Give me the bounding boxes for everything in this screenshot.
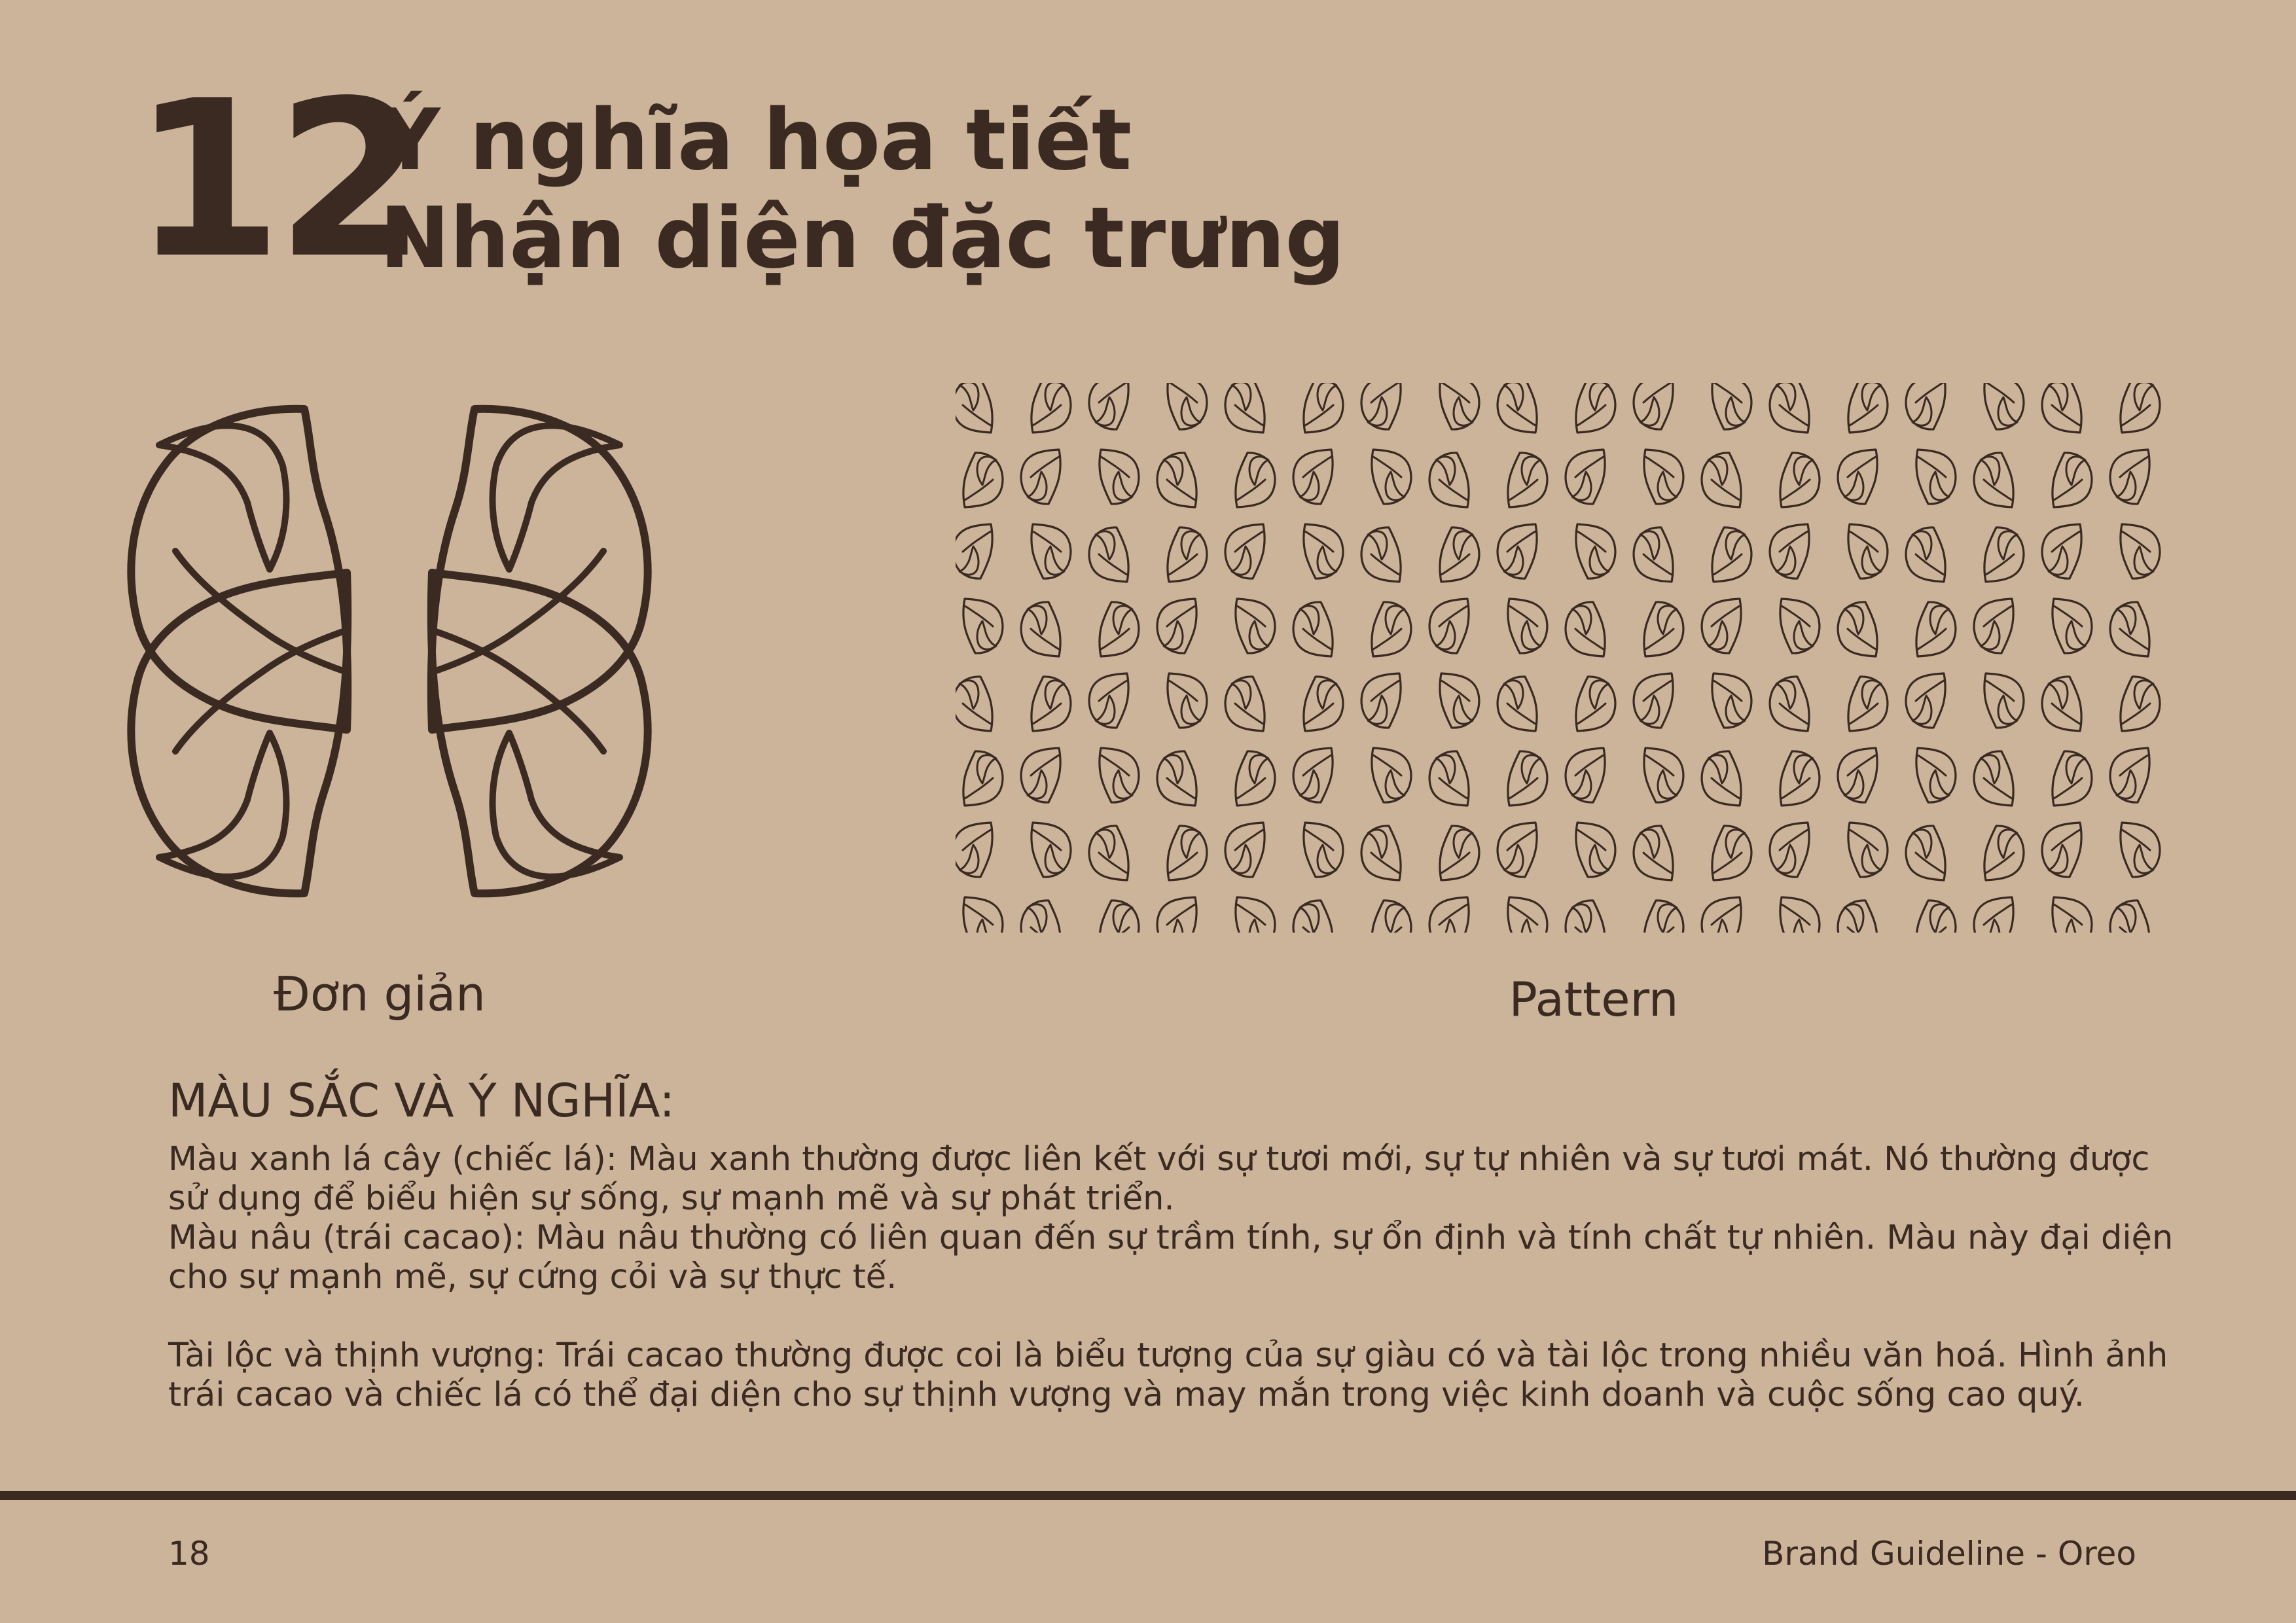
simple-figure [118, 347, 661, 955]
pattern-pod-9 [1576, 383, 1615, 433]
simple-top-right-pod [431, 409, 648, 730]
pattern-pod-8 [1498, 383, 1537, 433]
pattern-pod-33 [1974, 453, 2013, 507]
pattern-pod-4 [1225, 383, 1265, 433]
pattern-pod-100 [1644, 748, 1683, 802]
pattern-pod-72 [956, 677, 992, 731]
pattern-pod-28 [1644, 450, 1683, 504]
meaning-paragraph-1: Màu xanh lá cây (chiếc lá): Màu xanh thường được liên kết với sự tươi mới, sự tự nhiên và sự tươi mát. Nó thường được sử dụng để biểu hiện sự sống, sự mạnh mẽ và sự phát triển. [168, 1140, 2150, 1218]
pattern-pod-103 [1838, 748, 1877, 802]
pattern-pod-0 [956, 383, 992, 433]
pattern-pod-7 [1440, 383, 1479, 429]
pattern-pod-5 [1304, 383, 1343, 433]
pattern-pod-126 [963, 897, 1003, 933]
pattern-pod-92 [1100, 748, 1139, 802]
simple-bottom-right-pod [431, 573, 648, 893]
pattern-pod-139 [1838, 901, 1877, 933]
pattern-pod-120 [1770, 823, 1809, 877]
pattern-pod-76 [1225, 677, 1265, 731]
pattern-pod-11 [1712, 383, 1751, 429]
pattern-pod-94 [1236, 751, 1275, 806]
pattern-pod-89 [2121, 677, 2160, 731]
pattern-pod-143 [2110, 901, 2149, 933]
pattern-pod-142 [2053, 897, 2092, 933]
pattern-pod-117 [1576, 823, 1615, 877]
pattern-pod-102 [1780, 751, 1820, 806]
pattern-pod-32 [1916, 450, 1956, 504]
pattern-pod-116 [1498, 823, 1537, 877]
pattern-pod-86 [1906, 673, 1945, 728]
pattern-pod-44 [1498, 524, 1537, 579]
pattern-pod-121 [1848, 823, 1888, 877]
pattern-pod-37 [1031, 524, 1071, 579]
pattern-pod-80 [1498, 677, 1537, 731]
pattern-pod-91 [1021, 748, 1060, 802]
meaning-paragraph-2: Màu nâu (trái cacao): Màu nâu thường có liên quan đến sự trầm tính, sự ổn định và tính chất tự nhiên. Màu này đại diện cho sự mạnh mẽ, sự cứng cỏi và sự thực tế. [168, 1219, 2174, 1296]
pattern-pod-69 [1974, 599, 2013, 653]
pattern-pod-131 [1293, 901, 1333, 933]
pattern-pod-55 [1021, 602, 1060, 656]
pattern-pod-134 [1508, 897, 1547, 933]
page-title-line-2: Nhận diện đặc trưng [380, 190, 1345, 287]
pattern-pod-46 [1634, 527, 1673, 582]
pattern-pod-83 [1712, 673, 1751, 728]
pattern-pod-114 [1361, 826, 1401, 880]
pattern-pod-141 [1974, 897, 2013, 933]
pattern-pod-118 [1634, 826, 1673, 880]
pattern-pod-115 [1440, 826, 1479, 880]
pattern-pod-98 [1508, 751, 1547, 806]
pattern-pod-29 [1702, 453, 1741, 507]
pattern-pod-84 [1770, 677, 1809, 731]
pattern-pod-26 [1508, 453, 1547, 507]
pattern-pod-42 [1361, 527, 1401, 582]
pattern-pod-107 [2110, 748, 2149, 802]
pattern-pod-35 [2110, 450, 2149, 504]
pattern-pod-12 [1770, 383, 1809, 433]
pattern-pod-23 [1293, 450, 1333, 504]
pattern-pod-104 [1916, 748, 1956, 802]
page-title [380, 92, 1345, 288]
paragraph-spacer [168, 1297, 2184, 1336]
pattern-pod-113 [1304, 823, 1343, 877]
section-number: 12 [132, 54, 420, 306]
pattern-pod-97 [1429, 751, 1469, 806]
pattern-pod-67 [1838, 602, 1877, 656]
pattern-pod-43 [1440, 527, 1479, 582]
pattern-pod-133 [1429, 897, 1469, 933]
pattern-pod-2 [1089, 383, 1128, 429]
pattern-pod-66 [1780, 599, 1820, 653]
pattern-pod-59 [1293, 602, 1333, 656]
pattern-pod-24 [1372, 450, 1411, 504]
pattern-pod-25 [1429, 453, 1469, 507]
pattern-pod-110 [1089, 826, 1128, 880]
pattern-pod-74 [1089, 673, 1128, 728]
pattern-pod-78 [1361, 673, 1401, 728]
pattern-pod-125 [2121, 823, 2160, 877]
pattern-pod-122 [1906, 826, 1945, 880]
pattern-pod-10 [1634, 383, 1673, 429]
pattern-pod-138 [1780, 897, 1820, 933]
pattern-pod-58 [1236, 599, 1275, 653]
pattern-pod-53 [2121, 524, 2160, 579]
pattern-caption: Pattern [1509, 972, 1679, 1027]
pattern-pod-85 [1848, 677, 1888, 731]
pattern-pod-90 [963, 751, 1003, 806]
pattern-pod-109 [1031, 823, 1071, 877]
pattern-pod-65 [1702, 599, 1741, 653]
pattern-pod-17 [2121, 383, 2160, 433]
pattern-pod-123 [1984, 826, 2024, 880]
pattern-pod-50 [1906, 527, 1945, 582]
page-title-line-1: Ý nghĩa họa tiết [380, 92, 1132, 189]
pattern-pod-88 [2042, 677, 2081, 731]
pattern-pod-62 [1508, 599, 1547, 653]
document-title: Brand Guideline - Oreo [1762, 1535, 2136, 1573]
footer-divider [0, 1491, 2296, 1500]
pattern-pod-6 [1361, 383, 1401, 429]
pattern-pod-19 [1021, 450, 1060, 504]
pattern-pod-57 [1157, 599, 1196, 653]
pattern-pod-105 [1974, 751, 2013, 806]
pattern-pod-61 [1429, 599, 1469, 653]
pattern-pod-48 [1770, 524, 1809, 579]
pattern-pod-1 [1031, 383, 1071, 433]
pattern-pod-54 [963, 599, 1003, 653]
pattern-pod-136 [1644, 901, 1683, 933]
pattern-pod-56 [1100, 602, 1139, 656]
meaning-heading: MÀU SẮC VÀ Ý NGHĨA: [168, 1074, 675, 1128]
pattern-pod-15 [1984, 383, 2024, 429]
pattern-pod-137 [1702, 897, 1741, 933]
pattern-pod-75 [1168, 673, 1207, 728]
pattern-pod-124 [2042, 823, 2081, 877]
pattern-pod-41 [1304, 524, 1343, 579]
pattern-pod-63 [1566, 602, 1605, 656]
pattern-pod-13 [1848, 383, 1888, 433]
pattern-pod-45 [1576, 524, 1615, 579]
pattern-pod-64 [1644, 602, 1683, 656]
simple-top-left-pod [131, 409, 348, 730]
simple-caption: Đơn giản [274, 967, 486, 1022]
pattern-pod-132 [1372, 901, 1411, 933]
pattern-pod-71 [2110, 602, 2149, 656]
pattern-pod-127 [1021, 901, 1060, 933]
pattern-pod-70 [2053, 599, 2092, 653]
pattern-pod-38 [1089, 527, 1128, 582]
meaning-section [168, 1073, 2184, 1415]
pattern-pod-30 [1780, 453, 1820, 507]
pattern-pod-128 [1100, 901, 1139, 933]
pattern-figure [956, 383, 2173, 933]
pattern-pod-99 [1566, 748, 1605, 802]
pattern-pod-47 [1712, 527, 1751, 582]
simple-bottom-left-pod [131, 573, 348, 893]
pattern-pod-16 [2042, 383, 2081, 433]
pattern-pod-140 [1916, 901, 1956, 933]
pattern-pod-130 [1236, 897, 1275, 933]
pattern-pod-51 [1984, 527, 2024, 582]
pattern-pod-93 [1157, 751, 1196, 806]
pattern-pod-112 [1225, 823, 1265, 877]
pattern-pod-135 [1566, 901, 1605, 933]
pattern-pod-22 [1236, 453, 1275, 507]
pattern-pod-40 [1225, 524, 1265, 579]
pattern-pod-119 [1712, 826, 1751, 880]
pattern-pod-96 [1372, 748, 1411, 802]
pattern-pod-82 [1634, 673, 1673, 728]
pattern-pod-27 [1566, 450, 1605, 504]
pattern-pod-77 [1304, 677, 1343, 731]
pattern-pod-106 [2053, 751, 2092, 806]
pattern-pod-108 [956, 823, 992, 877]
pattern-pod-31 [1838, 450, 1877, 504]
pattern-pod-52 [2042, 524, 2081, 579]
pattern-pod-87 [1984, 673, 2024, 728]
pattern-pod-60 [1372, 602, 1411, 656]
pattern-pod-73 [1031, 677, 1071, 731]
pattern-pod-111 [1168, 826, 1207, 880]
pattern-pod-79 [1440, 673, 1479, 728]
pattern-pod-34 [2053, 453, 2092, 507]
pattern-pod-3 [1168, 383, 1207, 429]
pattern-pod-20 [1100, 450, 1139, 504]
meaning-paragraph-3: Tài lộc và thịnh vượng: Trái cacao thường được coi là biểu tượng của sự giàu có và tài lộc trong nhiều văn hoá. Hình ảnh trái cacao và chiếc lá có thể đại diện cho sự thịnh vượng và may mắn trong việc kinh doanh và cuộc sống cao quý. [168, 1336, 2168, 1414]
pattern-pod-14 [1906, 383, 1945, 429]
pattern-pod-36 [956, 524, 992, 579]
page-number: 18 [168, 1535, 210, 1573]
pattern-pod-68 [1916, 602, 1956, 656]
pattern-pod-101 [1702, 751, 1741, 806]
pattern-pod-49 [1848, 524, 1888, 579]
pattern-pod-18 [963, 453, 1003, 507]
pattern-pod-81 [1576, 677, 1615, 731]
pattern-pod-95 [1293, 748, 1333, 802]
pattern-pod-39 [1168, 527, 1207, 582]
pattern-pod-21 [1157, 453, 1196, 507]
pattern-pod-129 [1157, 897, 1196, 933]
